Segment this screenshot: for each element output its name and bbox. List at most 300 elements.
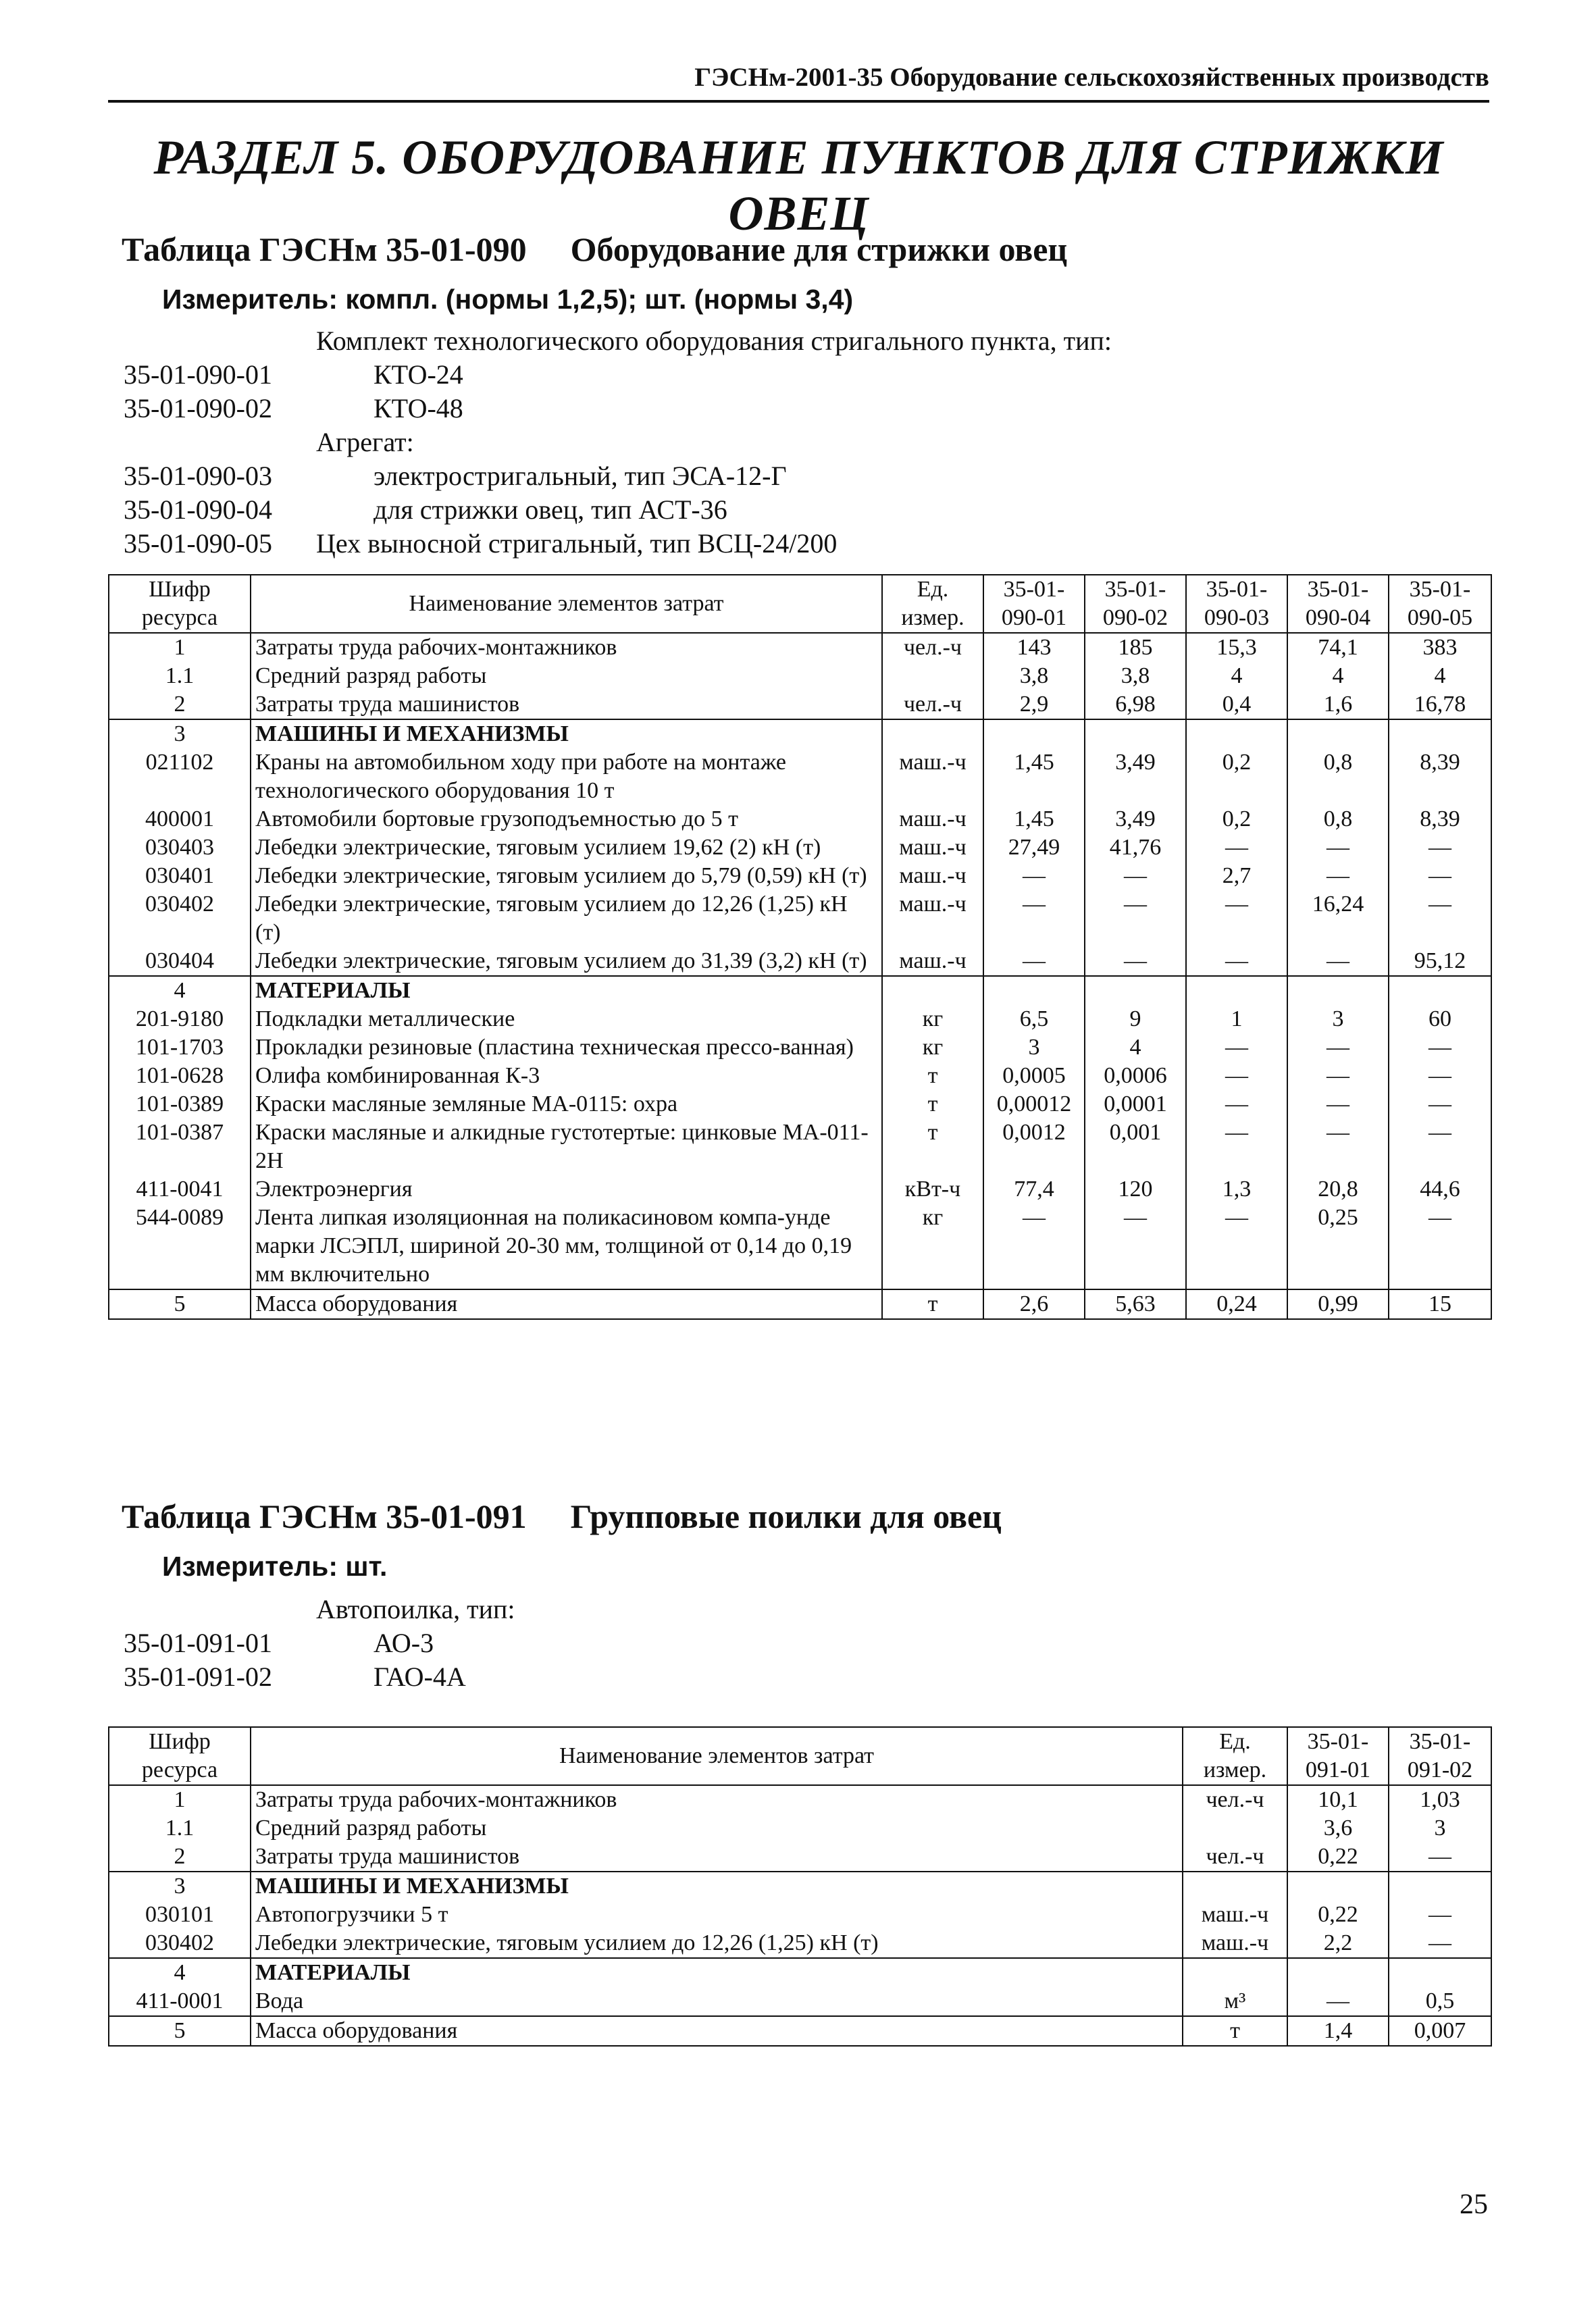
row-value: 1,4: [1287, 2016, 1389, 2046]
row-name: Средний разряд работы: [251, 1814, 1183, 1843]
row-name: Затраты труда машинистов: [251, 690, 882, 719]
header-unit-line1: Ед.: [1219, 1729, 1251, 1754]
row-value: 9: [1085, 1005, 1186, 1033]
row-value: 3,6: [1287, 1814, 1389, 1843]
row-value: 3,8: [1085, 662, 1186, 690]
row-unit: маш.-ч: [882, 748, 983, 805]
row-code: 411-0041: [109, 1175, 251, 1204]
row-name: Лебедки электрические, тяговым усилием до 12,26 (1,25) кН (т): [251, 890, 882, 947]
resource-code: 35-01-091-02: [124, 1662, 272, 1692]
table2-resources: [108, 1726, 1492, 2047]
row-code: 1: [109, 633, 251, 662]
table2-title-code: Таблица ГЭСНм 35-01-091: [122, 1497, 527, 1535]
running-header: ГЭСНм-2001-35 Оборудование сельскохозяйственных производств: [694, 63, 1489, 92]
code-row: [124, 527, 1407, 561]
row-value: 3,8: [983, 662, 1085, 690]
row-value: —: [1287, 1987, 1389, 2016]
row-code: 2: [109, 1843, 251, 1872]
header-norm-code: [1389, 575, 1491, 633]
row-unit: т: [1183, 2016, 1287, 2046]
header-norm-line1: 35-01-: [1104, 577, 1166, 602]
row-value: 383: [1389, 633, 1491, 662]
row-value: [983, 719, 1085, 748]
table-row: [109, 2016, 1491, 2046]
row-value: —: [1287, 1090, 1389, 1119]
code-row: [124, 426, 1407, 459]
row-value: [1287, 1872, 1389, 1901]
row-value: —: [983, 1204, 1085, 1289]
row-value: [1186, 719, 1287, 748]
header-norm-line2: 091-02: [1407, 1757, 1473, 1782]
row-value: 15: [1389, 1289, 1491, 1319]
header-code: [109, 1727, 251, 1785]
row-value: 20,8: [1287, 1175, 1389, 1204]
row-value: [1389, 1958, 1491, 1987]
resource-code: 35-01-090-05: [124, 528, 272, 559]
row-unit: кг: [882, 1204, 983, 1289]
header-norm-line2: 090-01: [1001, 605, 1067, 630]
row-unit: [882, 719, 983, 748]
row-value: 0,25: [1287, 1204, 1389, 1289]
row-code: 4: [109, 1958, 251, 1987]
code-row: [124, 358, 1407, 392]
header-code-line1: Шифр: [149, 1729, 211, 1754]
row-value: 0,24: [1186, 1289, 1287, 1319]
row-value: 0,8: [1287, 748, 1389, 805]
table-row: [109, 1175, 1491, 1204]
header-name: Наименование элементов затрат: [251, 1727, 1183, 1785]
code-row: [124, 1593, 1407, 1626]
table-row: [109, 1843, 1491, 1872]
row-name: Масса оборудования: [251, 2016, 1183, 2046]
table-row: [109, 633, 1491, 662]
row-value: —: [1186, 947, 1287, 976]
row-value: 74,1: [1287, 633, 1389, 662]
row-code: 030403: [109, 833, 251, 862]
resource-code: 35-01-090-02: [124, 393, 272, 423]
table-row: [109, 1958, 1491, 1987]
row-code: 201-9180: [109, 1005, 251, 1033]
table-row: [109, 1929, 1491, 1958]
header-norm-code: [1287, 1727, 1389, 1785]
code-row: [124, 493, 1407, 527]
row-unit: маш.-ч: [1183, 1929, 1287, 1958]
row-value: 1,3: [1186, 1175, 1287, 1204]
row-value: 0,0005: [983, 1062, 1085, 1090]
row-unit: м³: [1183, 1987, 1287, 2016]
row-code: 3: [109, 1872, 251, 1901]
row-unit: чел.-ч: [882, 633, 983, 662]
table-row: [109, 1062, 1491, 1090]
row-unit: кВт-ч: [882, 1175, 983, 1204]
table-row: [109, 1289, 1491, 1319]
header-unit: [882, 575, 983, 633]
row-code: 101-0628: [109, 1062, 251, 1090]
row-name: Лебедки электрические, тяговым усилием 19,62 (2) кН (т): [251, 833, 882, 862]
row-value: 185: [1085, 633, 1186, 662]
table1-title-name: Оборудование для стрижки овец: [570, 230, 1068, 268]
row-code: 5: [109, 1289, 251, 1319]
row-name: Краски масляные и алкидные густотертые: цинковые МА-011-2Н: [251, 1119, 882, 1175]
row-value: —: [1389, 1090, 1491, 1119]
row-unit: маш.-ч: [882, 947, 983, 976]
row-name: Вода: [251, 1987, 1183, 2016]
header-norm-line2: 091-01: [1305, 1757, 1371, 1782]
row-name: Электроэнергия: [251, 1175, 882, 1204]
resource-desc: для стрижки овец, тип АСТ-36: [374, 494, 727, 525]
row-code: 101-1703: [109, 1033, 251, 1062]
table1-title: [122, 230, 1067, 269]
row-value: 4: [1085, 1033, 1186, 1062]
row-unit: чел.-ч: [882, 690, 983, 719]
row-value: 4: [1186, 662, 1287, 690]
resource-code: 35-01-090-04: [124, 494, 272, 525]
row-name: Затраты труда машинистов: [251, 1843, 1183, 1872]
table-row: [109, 805, 1491, 833]
row-value: 1,6: [1287, 690, 1389, 719]
row-code: 030402: [109, 890, 251, 947]
table1-title-code: Таблица ГЭСНм 35-01-090: [122, 230, 527, 268]
header-norm-line1: 35-01-: [1409, 1729, 1471, 1754]
resource-desc: АО-3: [374, 1628, 434, 1658]
row-value: 0,2: [1186, 805, 1287, 833]
header-row: [109, 1727, 1491, 1785]
row-code: 400001: [109, 805, 251, 833]
row-code: 1.1: [109, 1814, 251, 1843]
row-value: 0,00012: [983, 1090, 1085, 1119]
table2-measure: Измеритель: шт.: [162, 1551, 388, 1582]
table1-code-list: [124, 324, 1407, 561]
header-norm-code: [1085, 575, 1186, 633]
table-row: [109, 833, 1491, 862]
row-value: 16,24: [1287, 890, 1389, 947]
row-value: 3,49: [1085, 748, 1186, 805]
row-value: —: [1287, 1033, 1389, 1062]
row-unit: маш.-ч: [882, 805, 983, 833]
row-name: Краски масляные земляные МА-0115: охра: [251, 1090, 882, 1119]
row-value: —: [1287, 947, 1389, 976]
row-value: [1389, 719, 1491, 748]
row-value: —: [1389, 1204, 1491, 1289]
code-row: [124, 324, 1407, 358]
row-unit: [1183, 1814, 1287, 1843]
table-row: [109, 1033, 1491, 1062]
header-row: [109, 575, 1491, 633]
row-code: 1: [109, 1785, 251, 1814]
row-value: [1186, 976, 1287, 1005]
table-row: [109, 1987, 1491, 2016]
row-unit: чел.-ч: [1183, 1785, 1287, 1814]
row-value: —: [1085, 947, 1186, 976]
row-value: 6,5: [983, 1005, 1085, 1033]
row-value: —: [983, 947, 1085, 976]
row-value: —: [1085, 890, 1186, 947]
row-value: 77,4: [983, 1175, 1085, 1204]
code-row: [124, 1660, 1407, 1694]
header-norm-line1: 35-01-: [1307, 1729, 1369, 1754]
row-value: —: [1287, 833, 1389, 862]
header-norm-line2: 090-05: [1407, 605, 1473, 630]
section-heading: МАШИНЫ И МЕХАНИЗМЫ: [251, 719, 882, 748]
row-value: —: [1085, 1204, 1186, 1289]
row-value: [1287, 976, 1389, 1005]
row-value: 4: [1389, 662, 1491, 690]
row-name: Лебедки электрические, тяговым усилием до 12,26 (1,25) кН (т): [251, 1929, 1183, 1958]
header-norm-line2: 090-02: [1102, 605, 1168, 630]
row-value: 0,99: [1287, 1289, 1389, 1319]
row-value: 1,45: [983, 748, 1085, 805]
row-value: —: [1186, 1204, 1287, 1289]
row-name: Олифа комбинированная К-3: [251, 1062, 882, 1090]
row-name: Затраты труда рабочих-монтажников: [251, 1785, 1183, 1814]
section-title: РАЗДЕЛ 5. ОБОРУДОВАНИЕ ПУНКТОВ ДЛЯ СТРИЖКИ ОВЕЦ: [153, 130, 1444, 240]
row-value: [1389, 976, 1491, 1005]
header-norm-line1: 35-01-: [1307, 577, 1369, 602]
row-value: 95,12: [1389, 947, 1491, 976]
row-value: [1085, 719, 1186, 748]
row-unit: маш.-ч: [882, 862, 983, 890]
row-code: 4: [109, 976, 251, 1005]
row-value: [1085, 976, 1186, 1005]
row-code: 101-0389: [109, 1090, 251, 1119]
row-code: 5: [109, 2016, 251, 2046]
row-name: Автомобили бортовые грузоподъемностью до 5 т: [251, 805, 882, 833]
table-row: [109, 662, 1491, 690]
row-code: 411-0001: [109, 1987, 251, 2016]
row-value: [1287, 1958, 1389, 1987]
table-row: [109, 690, 1491, 719]
row-name: Подкладки металлические: [251, 1005, 882, 1033]
row-name: Средний разряд работы: [251, 662, 882, 690]
resource-desc: Цех выносной стригальный, тип ВСЦ-24/200: [316, 528, 838, 559]
row-unit: т: [882, 1062, 983, 1090]
row-value: —: [1389, 890, 1491, 947]
header-code: [109, 575, 251, 633]
table1-measure: Измеритель: компл. (нормы 1,2,5); шт. (нормы 3,4): [162, 284, 854, 315]
row-value: 3,49: [1085, 805, 1186, 833]
row-value: 0,007: [1389, 2016, 1491, 2046]
header-code-line2: ресурса: [141, 1757, 218, 1782]
table-row: [109, 1785, 1491, 1814]
table-row: [109, 1005, 1491, 1033]
table-row: [109, 1119, 1491, 1175]
row-value: 1,03: [1389, 1785, 1491, 1814]
row-value: —: [1389, 1929, 1491, 1958]
row-value: —: [1186, 1090, 1287, 1119]
row-value: 143: [983, 633, 1085, 662]
row-value: 3: [983, 1033, 1085, 1062]
row-value: 6,98: [1085, 690, 1186, 719]
row-unit: чел.-ч: [1183, 1843, 1287, 1872]
row-value: —: [1186, 890, 1287, 947]
row-value: 10,1: [1287, 1785, 1389, 1814]
row-value: 2,2: [1287, 1929, 1389, 1958]
row-value: 2,6: [983, 1289, 1085, 1319]
resource-desc: Комплект технологического оборудования стригального пункта, тип:: [316, 326, 1112, 356]
row-unit: кг: [882, 1005, 983, 1033]
header-norm-line1: 35-01-: [1003, 577, 1065, 602]
header-code-line1: Шифр: [149, 577, 211, 602]
row-value: 8,39: [1389, 748, 1491, 805]
row-value: —: [1287, 1062, 1389, 1090]
table-row: [109, 1090, 1491, 1119]
row-value: —: [1389, 1062, 1491, 1090]
row-value: 0,22: [1287, 1901, 1389, 1929]
row-value: 0,0012: [983, 1119, 1085, 1175]
section-heading: МАТЕРИАЛЫ: [251, 1958, 1183, 1987]
row-value: 4: [1287, 662, 1389, 690]
header-norm-line2: 090-03: [1204, 605, 1270, 630]
resource-code: 35-01-090-01: [124, 359, 272, 390]
row-name: Лебедки электрические, тяговым усилием до 5,79 (0,59) кН (т): [251, 862, 882, 890]
row-name: Затраты труда рабочих-монтажников: [251, 633, 882, 662]
row-value: 3: [1287, 1005, 1389, 1033]
row-value: 27,49: [983, 833, 1085, 862]
header-norm-line1: 35-01-: [1409, 577, 1471, 602]
table-row: [109, 1872, 1491, 1901]
code-row: [124, 392, 1407, 426]
table-row: [109, 976, 1491, 1005]
row-code: 021102: [109, 748, 251, 805]
header-unit: [1183, 1727, 1287, 1785]
resource-desc: ГАО-4А: [374, 1662, 466, 1692]
row-code: 3: [109, 719, 251, 748]
row-code: 030401: [109, 862, 251, 890]
row-unit: кг: [882, 1033, 983, 1062]
row-value: 2,7: [1186, 862, 1287, 890]
row-value: 41,76: [1085, 833, 1186, 862]
row-value: 3: [1389, 1814, 1491, 1843]
row-unit: т: [882, 1119, 983, 1175]
row-unit: маш.-ч: [1183, 1901, 1287, 1929]
row-value: 0,8: [1287, 805, 1389, 833]
table2-title: [122, 1497, 1002, 1536]
section-heading: МАШИНЫ И МЕХАНИЗМЫ: [251, 1872, 1183, 1901]
row-value: —: [983, 890, 1085, 947]
row-value: [983, 976, 1085, 1005]
row-value: —: [1085, 862, 1186, 890]
table-row: [109, 1901, 1491, 1929]
row-value: 0,4: [1186, 690, 1287, 719]
table-row: [109, 947, 1491, 976]
row-value: 16,78: [1389, 690, 1491, 719]
row-value: —: [1389, 1901, 1491, 1929]
row-value: 5,63: [1085, 1289, 1186, 1319]
row-code: 1.1: [109, 662, 251, 690]
row-name: Краны на автомобильном ходу при работе на монтаже технологического оборудования 10 т: [251, 748, 882, 805]
row-unit: т: [882, 1289, 983, 1319]
header-unit-line2: измер.: [901, 605, 964, 630]
table2-title-name: Групповые поилки для овец: [570, 1497, 1002, 1535]
table-row: [109, 890, 1491, 947]
table-row: [109, 1204, 1491, 1289]
row-value: —: [1287, 862, 1389, 890]
row-value: 15,3: [1186, 633, 1287, 662]
resource-desc: КТО-48: [374, 393, 463, 423]
row-value: 1: [1186, 1005, 1287, 1033]
row-code: 2: [109, 690, 251, 719]
resource-desc: электростригальный, тип ЭСА-12-Г: [374, 461, 787, 491]
row-code: 101-0387: [109, 1119, 251, 1175]
table1-resources: [108, 574, 1492, 1320]
header-norm-code: [1186, 575, 1287, 633]
resource-code: 35-01-091-01: [124, 1628, 272, 1658]
row-value: —: [1186, 1033, 1287, 1062]
resource-code: 35-01-090-03: [124, 461, 272, 491]
page-number: 25: [1460, 2189, 1488, 2220]
row-value: 120: [1085, 1175, 1186, 1204]
row-value: —: [1186, 1062, 1287, 1090]
row-unit: [1183, 1958, 1287, 1987]
row-value: —: [1389, 1843, 1491, 1872]
row-code: 030402: [109, 1929, 251, 1958]
code-row: [124, 1626, 1407, 1660]
resource-desc: Агрегат:: [316, 427, 414, 457]
table2-code-list: [124, 1593, 1407, 1694]
row-value: —: [983, 862, 1085, 890]
row-value: [1287, 719, 1389, 748]
row-unit: [882, 976, 983, 1005]
code-row: [124, 459, 1407, 493]
row-unit: маш.-ч: [882, 833, 983, 862]
row-value: 8,39: [1389, 805, 1491, 833]
row-value: —: [1287, 1119, 1389, 1175]
row-value: 1,45: [983, 805, 1085, 833]
header-unit-line1: Ед.: [917, 577, 949, 602]
row-value: 0,0001: [1085, 1090, 1186, 1119]
row-value: 0,001: [1085, 1119, 1186, 1175]
row-code: 030101: [109, 1901, 251, 1929]
header-norm-line1: 35-01-: [1206, 577, 1268, 602]
row-value: —: [1389, 862, 1491, 890]
header-norm-code: [1389, 1727, 1491, 1785]
header-norm-code: [983, 575, 1085, 633]
table-row: [109, 862, 1491, 890]
table-row: [109, 748, 1491, 805]
row-value: —: [1186, 1119, 1287, 1175]
row-code: 544-0089: [109, 1204, 251, 1289]
row-value: 0,5: [1389, 1987, 1491, 2016]
resource-desc: Автопоилка, тип:: [316, 1594, 515, 1624]
header-rule: [108, 100, 1489, 103]
resource-desc: КТО-24: [374, 359, 463, 390]
row-unit: [1183, 1872, 1287, 1901]
table-row: [109, 1814, 1491, 1843]
table-row: [109, 719, 1491, 748]
row-unit: [882, 662, 983, 690]
row-value: 0,0006: [1085, 1062, 1186, 1090]
row-name: Масса оборудования: [251, 1289, 882, 1319]
row-name: Лента липкая изоляционная на поликасиновом компа-унде марки ЛСЭПЛ, шириной 20-30 мм, толщиной от 0,14 до 0,19 мм включительно: [251, 1204, 882, 1289]
row-value: —: [1389, 1033, 1491, 1062]
row-value: 0,22: [1287, 1843, 1389, 1872]
header-norm-code: [1287, 575, 1389, 633]
header-name: Наименование элементов затрат: [251, 575, 882, 633]
row-value: —: [1186, 833, 1287, 862]
header-code-line2: ресурса: [141, 605, 218, 630]
row-name: Лебедки электрические, тяговым усилием до 31,39 (3,2) кН (т): [251, 947, 882, 976]
row-value: [1389, 1872, 1491, 1901]
row-value: 44,6: [1389, 1175, 1491, 1204]
row-unit: т: [882, 1090, 983, 1119]
row-value: —: [1389, 1119, 1491, 1175]
section-heading: МАТЕРИАЛЫ: [251, 976, 882, 1005]
row-value: 60: [1389, 1005, 1491, 1033]
row-value: 0,2: [1186, 748, 1287, 805]
row-name: Прокладки резиновые (пластина техническая прессо-ванная): [251, 1033, 882, 1062]
row-code: 030404: [109, 947, 251, 976]
row-value: 2,9: [983, 690, 1085, 719]
